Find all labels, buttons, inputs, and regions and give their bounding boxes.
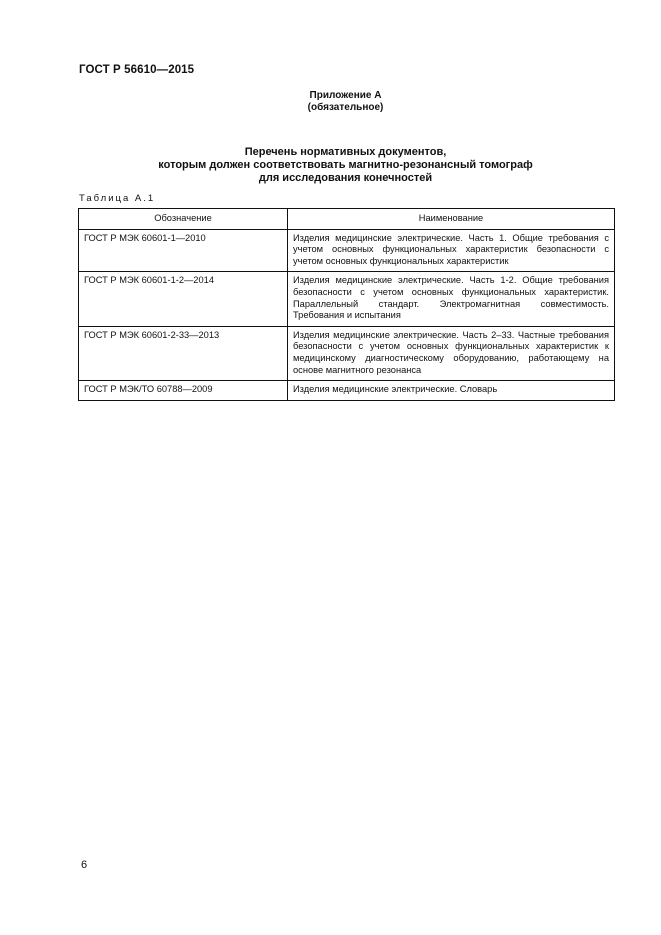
document-name: Изделия медицинские электрические. Часть 2–33. Частные требования безопасности с учетом основных функциональных характеристик к медицинскому диагностическому оборудованию, работающему на основе магнитного резонанса: [288, 326, 615, 380]
annex-status: (обязательное): [307, 102, 384, 113]
document-code: ГОСТ Р МЭК 60601-1—2010: [79, 229, 288, 272]
list-title-line-1: Перечень нормативных документов,: [244, 146, 447, 158]
document-name: Изделия медицинские электрические. Словарь: [288, 381, 615, 401]
table-row: [79, 326, 615, 380]
column-header-designation: Обозначение: [79, 209, 288, 230]
table-row: [79, 381, 615, 401]
page-number: 6: [81, 859, 88, 871]
table-row: [79, 272, 615, 326]
table-row: [79, 229, 615, 272]
normative-documents-table: [78, 208, 615, 401]
document-code: ГОСТ Р МЭК 60601-1-2—2014: [79, 272, 288, 326]
document-code: ГОСТ Р МЭК 60601-2-33—2013: [79, 326, 288, 380]
annex-title: Приложение А: [309, 90, 382, 101]
document-name: Изделия медицинские электрические. Часть 1-2. Общие требования безопасности с учетом основных функциональных характеристик. Параллельный стандарт. Электромагнитная совместимость. Требования и испытания: [288, 272, 615, 326]
table-header-row: [79, 209, 615, 230]
list-title-line-3: для исследования конечностей: [258, 172, 433, 184]
list-title-line-2: которым должен соответствовать магнитно-резонансный томограф: [158, 159, 533, 171]
standard-header: ГОСТ Р 56610—2015: [79, 64, 195, 76]
table-label: Таблица А.1: [79, 193, 156, 204]
column-header-name: Наименование: [288, 209, 615, 230]
document-list-title: [0, 146, 661, 185]
document-name: Изделия медицинские электрические. Часть 1. Общие требования с учетом основных функциональных характеристик безопасности с учетом основных функциональных характеристик: [288, 229, 615, 272]
annex-heading: [0, 90, 661, 114]
document-code: ГОСТ Р МЭК/ТО 60788—2009: [79, 381, 288, 401]
